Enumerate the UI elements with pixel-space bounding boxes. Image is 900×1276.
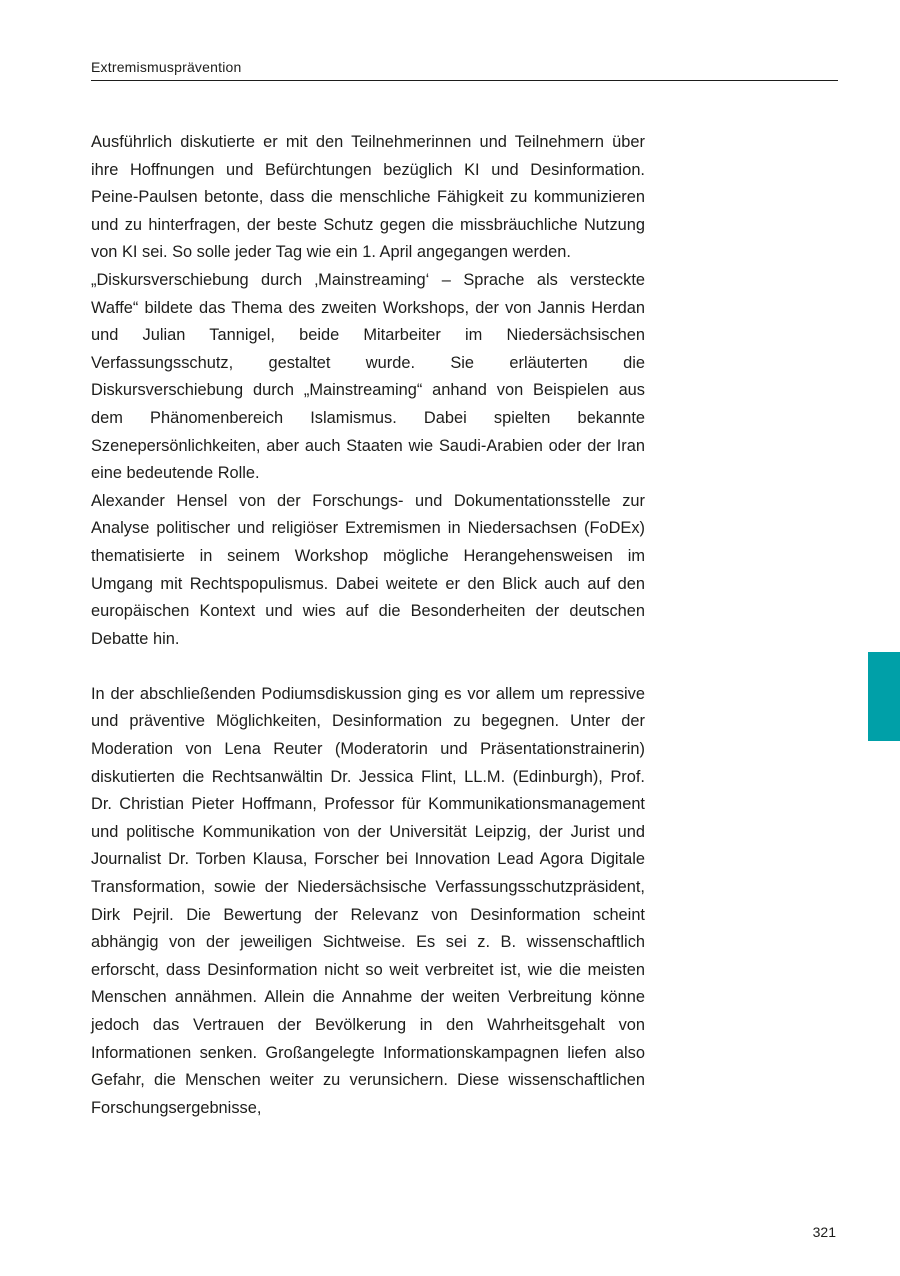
- page-number: 321: [812, 1224, 836, 1240]
- paragraph: Ausführlich diskutierte er mit den Teilnehmerinnen und Teilnehmern über ihre Hoffnungen und Befürchtungen bezüglich KI und Desinformation. Peine-Paulsen betonte, dass die menschliche Fähigkeit zu kommunizieren und zu hinterfragen, der beste Schutz gegen die missbräuchliche Nutzung von KI sei. So solle jeder Tag wie ein 1. April angegangen werden.: [91, 133, 645, 262]
- running-header: [91, 58, 838, 81]
- paragraph: Alexander Hensel von der Forschungs- und Dokumentationsstelle zur Analyse politischer und religiöser Extremismen in Niedersachsen (FoDEx) thematisierte in seinem Workshop mögliche Herangehensweisen im Umgang mit Rechtspopulismus. Dabei weitete er den Blick auch auf den europäischen Kontext und wies auf die Besonderheiten der deutschen Debatte hin.: [91, 491, 645, 648]
- paragraph: „Diskursverschiebung durch ‚Mainstreaming‘ – Sprache als versteckte Waffe“ bildete das Thema des zweiten Workshops, der von Jannis Herdan und Julian Tannigel, beide Mitarbeiter im Niedersächsischen Verfassungsschutz, gestaltet wurde. Sie erläuterten die Diskursverschiebung durch „Mainstreaming“ anhand von Beispielen aus dem Phänomenbereich Islamismus. Dabei spielten bekannte Szenepersönlichkeiten, aber auch Staaten wie Saudi-Arabien oder der Iran eine bedeutende Rolle.: [91, 270, 645, 483]
- chapter-thumb-tab: [868, 652, 900, 741]
- paragraph: In der abschließenden Podiumsdiskussion ging es vor allem um repressive und präventive Möglichkeiten, Desinformation zu begegnen. Unter der Moderation von Lena Reuter (Moderatorin und Präsentationstrainerin) diskutierten die Rechtsanwältin Dr. Jessica Flint, LL.M. (Edinburgh), Prof. Dr. Christian Pieter Hoffmann, Professor für Kommunikationsmanagement und politische Kommunikation von der Universität Leipzig, der Jurist und Journalist Dr. Torben Klausa, Forscher bei Innovation Lead Agora Digitale Transformation, sowie der Niedersächsische Verfassungsschutzpräsident, Dirk Pejril. Die Bewertung der Relevanz von Desinformation scheint abhängig von der jeweiligen Sichtweise. Es sei z. B. wissenschaftlich erforscht, dass Desinformation nicht so weit verbreitet ist, wie die meisten Menschen annähmen. Allein die Annahme der weiten Verbreitung könne jedoch das Vertrauen der Bevölkerung in den Wahrheitsgehalt von Informationen senken. Großangelegte Informationskampagnen liefen also Gefahr, die Menschen weiter zu verunsichern. Diese wissenschaftlichen Forschungsergebnisse,: [91, 684, 645, 1117]
- body-text: [91, 129, 645, 1122]
- running-title: Extremismusprävention: [91, 59, 242, 75]
